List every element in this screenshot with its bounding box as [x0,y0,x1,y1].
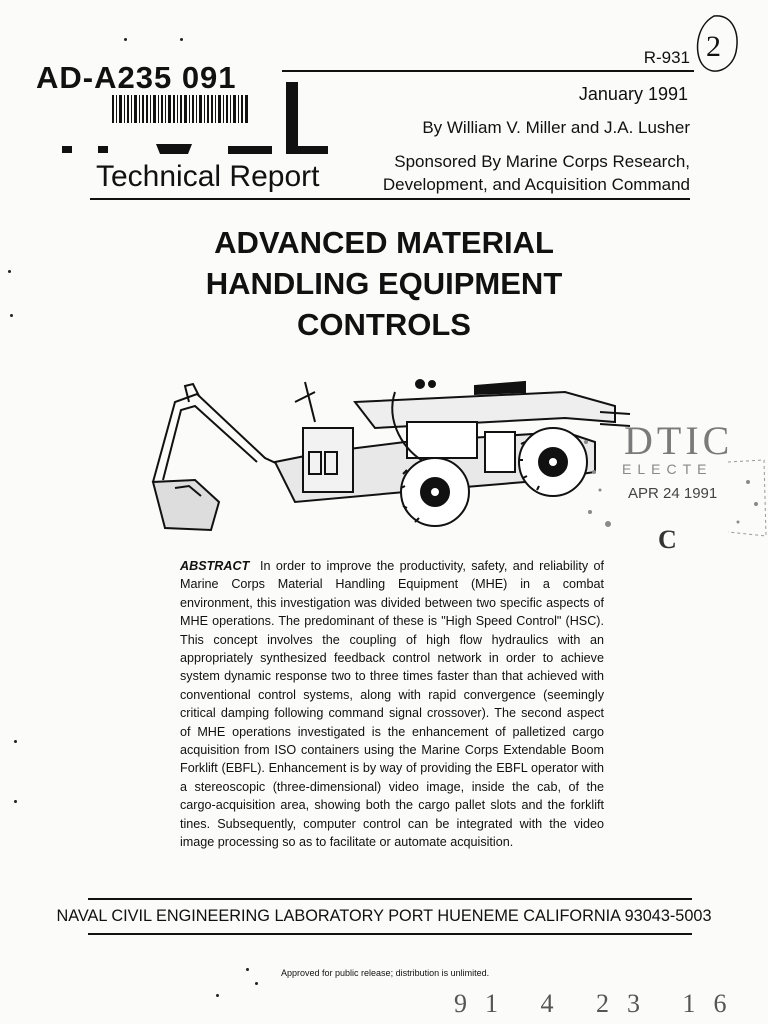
equipment-illustration [145,362,630,542]
handwritten-circle-mark [694,12,740,78]
scan-speck [14,800,17,803]
abstract-text: In order to improve the productivity, safety, and reliability of Marine Corps Material Handling Equipment (MHE) in a combat environment, this investigation was divided between two specific aspects of MHE operations. The predominant of these is "High Speed Control" (HSC). This concept involves the coupling of high flow hydraulics with an appropriately synthesized feedback control network in order to achieve system dynamic response two to three times faster than that achieved with conventional control systems, along with rapid convergence (seemingly critical damping following command signal crossover). The second aspect of MHE operations investigated is the enhancement of palletized cargo acquisition from ISO containers using the Marine Corps Extendable Boom Forklift (EBFL). Enhancement is by way of providing the EBFL operator with a stereoscopic (three-dimensional) video image, inside the cab, of the cargo-acquisition area, showing both the cargo pallet slots and the forklift tines. Subsequently, computer control can be integrated with the video image processing so as to facilitate or automate acquisition. [180,559,605,850]
sponsor: Sponsored By Marine Corps Research, Development, and Acquisition Command [382,152,690,194]
header-rule-top [282,70,694,72]
title-line-3: CONTROLS [297,307,471,342]
stamp-number-text: 91 4 23 16 [454,989,745,1018]
report-type: Technical Report [96,160,320,193]
handwritten-number: 2 [706,30,721,63]
footer-rule-bottom [88,933,692,935]
dtic-text: DTIC [624,418,734,463]
stamp-date: APR 24 1991 [628,485,718,502]
authors: By William V. Miller and J.A. Lusher [422,118,690,137]
dtic-stamp [578,412,768,552]
scan-speck [246,968,249,971]
report-date: January 1991 [578,84,688,104]
scan-speck [14,740,17,743]
abstract-label: ABSTRACT [180,559,250,573]
stamp-letter: C [658,525,677,554]
scan-speck [255,982,258,985]
abstract [180,557,604,852]
laboratory-address: NAVAL CIVIL ENGINEERING LABORATORY PORT HUENEME CALIFORNIA 93043-5003 [56,907,712,925]
header-rule-bottom [90,198,690,200]
ad-number: AD-A235 091 [36,60,237,95]
scan-speck [216,994,219,997]
title-line-2: HANDLING EQUIPMENT [205,266,563,301]
footer-rule-top [88,898,692,900]
scan-speck [10,314,13,317]
stamped-numbers [450,982,745,1020]
report-number: R-931 [643,48,690,67]
document-title [0,222,768,345]
elected-text: ELECTE [622,461,713,477]
scan-speck [180,38,183,41]
scan-speck [8,270,11,273]
scan-speck [124,38,127,41]
title-line-1: ADVANCED MATERIAL [214,225,554,260]
distribution-statement: Approved for public release; distribution is unlimited. [281,968,490,978]
